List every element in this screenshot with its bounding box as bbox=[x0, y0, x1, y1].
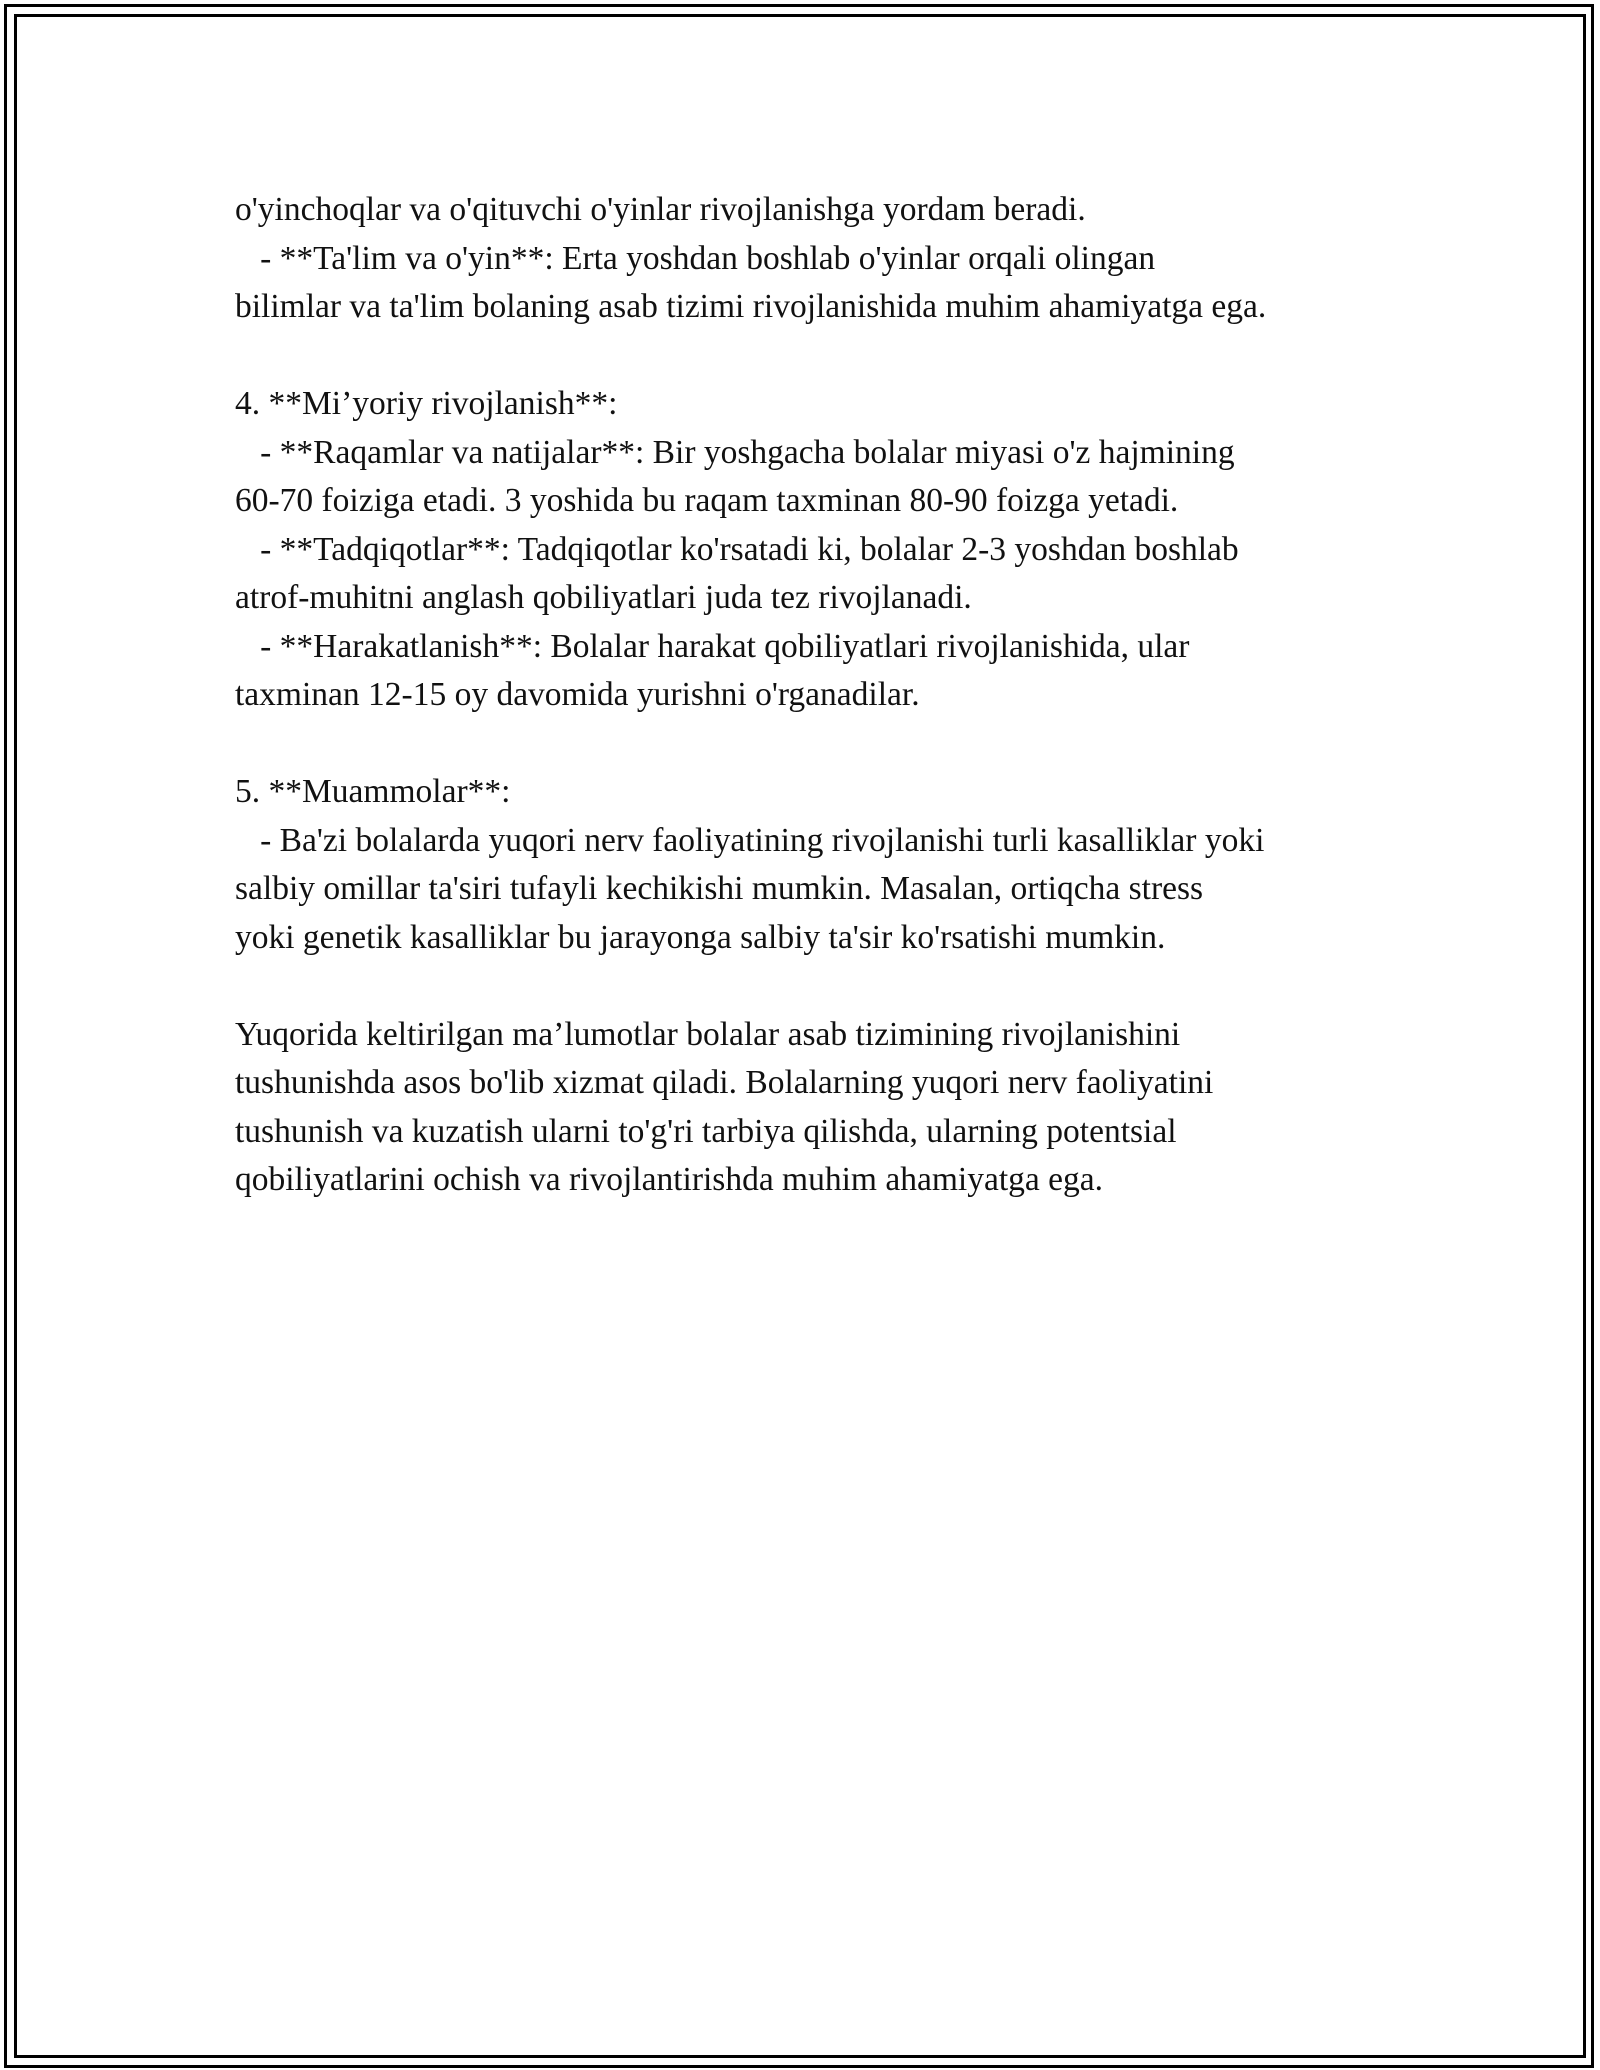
text-line: salbiy omillar ta'siri tufayli kechikishi mumkin. Masalan, ortiqcha stress bbox=[235, 870, 1204, 907]
text-line: - Ba'zi bolalarda yuqori nerv faoliyatining rivojlanishi turli kasalliklar yoki bbox=[235, 821, 1265, 859]
blank-line bbox=[235, 720, 1415, 769]
section-heading: 4. **Mi’yoriy rivojlanish**: bbox=[235, 385, 618, 422]
text-line: - **Harakatlanish**: Bolalar harakat qobiliyatlari rivojlanishida, ular bbox=[235, 627, 1190, 665]
text-line: taxminan 12-15 oy davomida yurishni o'rganadilar. bbox=[235, 676, 920, 713]
text-line: o'yinchoqlar va o'qituvchi o'yinlar rivojlanishga yordam beradi. bbox=[235, 191, 1086, 228]
text-line: 60-70 foiziga etadi. 3 yoshida bu raqam taxminan 80-90 foizga yetadi. bbox=[235, 482, 1179, 519]
blank-line bbox=[235, 332, 1415, 381]
conclusion-line: Yuqorida keltirilgan ma’lumotlar bolalar asab tizimining rivojlanishini bbox=[235, 1015, 1181, 1053]
text-line: - **Tadqiqotlar**: Tadqiqotlar ko'rsatadi ki, bolalar 2-3 yoshdan boshlab bbox=[235, 530, 1239, 568]
text-line: yoki genetik kasalliklar bu jarayonga salbiy ta'sir ko'rsatishi mumkin. bbox=[235, 918, 1166, 956]
text-line: - **Ta'lim va o'yin**: Erta yoshdan boshlab o'yinlar orqali olingan bbox=[235, 239, 1156, 277]
conclusion-line: tushunish va kuzatish ularni to'g'ri tarbiya qilishda, ularning potentsial bbox=[235, 1112, 1177, 1150]
conclusion-line: tushunishda asos bo'lib xizmat qiladi. Bolalarning yuqori nerv faoliyatini bbox=[235, 1064, 1214, 1101]
document-body bbox=[235, 186, 1415, 1205]
text-line: - **Raqamlar va natijalar**: Bir yoshgacha bolalar miyasi o'z hajmining bbox=[235, 433, 1235, 471]
conclusion-line: qobiliyatlarini ochish va rivojlantirishda muhim ahamiyatga ega. bbox=[235, 1161, 1103, 1198]
blank-line bbox=[235, 962, 1415, 1011]
text-line: atrof-muhitni anglash qobiliyatlari juda tez rivojlanadi. bbox=[235, 579, 972, 616]
section-heading: 5. **Muammolar**: bbox=[235, 773, 511, 810]
text-line: bilimlar va ta'lim bolaning asab tizimi rivojlanishida muhim ahamiyatga ega. bbox=[235, 288, 1267, 325]
